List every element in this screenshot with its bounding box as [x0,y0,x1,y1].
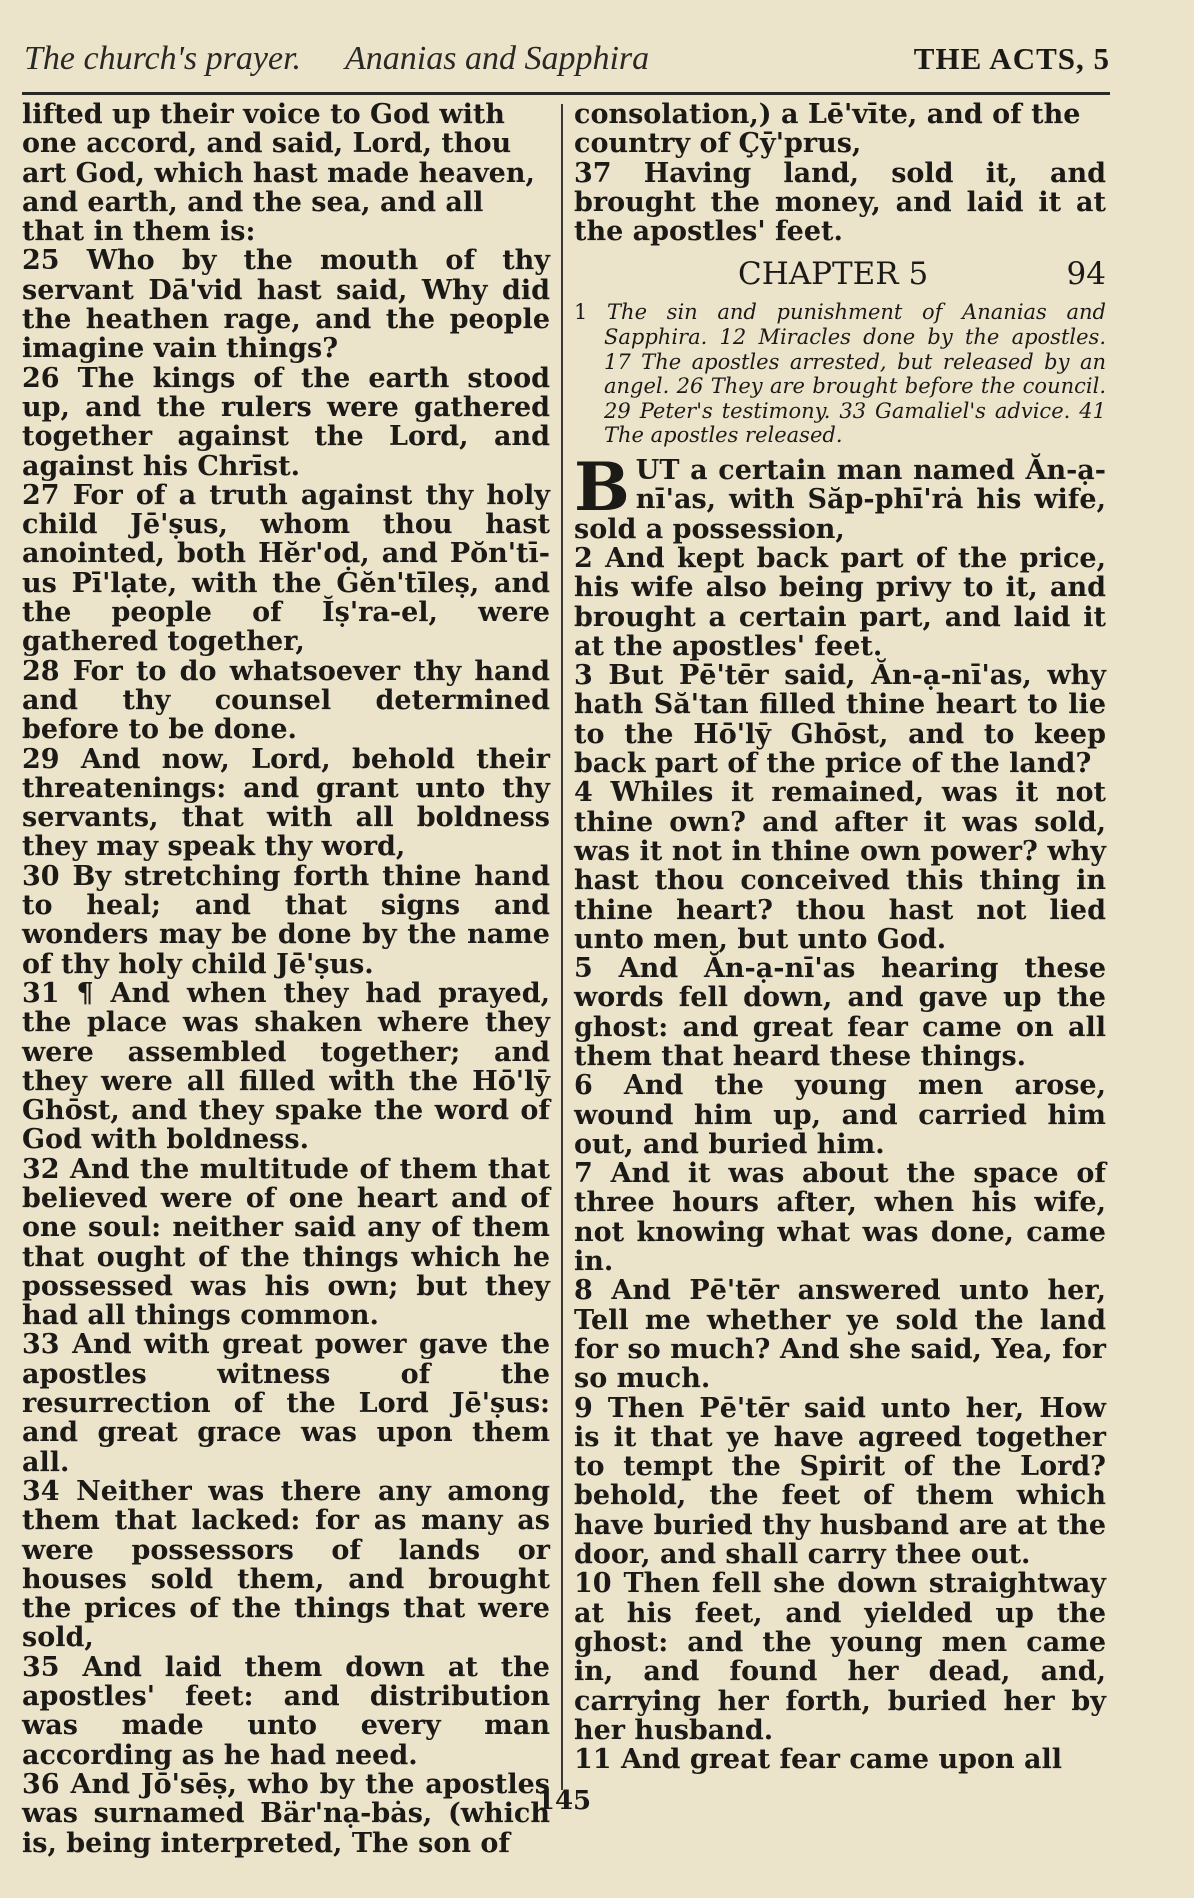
verse-1 [574,448,1106,545]
chapter-number: 94 [1066,256,1106,293]
verse-33: 33 And with great power gave the apostles witness of the resurrection of the Lord Jē'ṣus: and great grace was upon them all. [22,1329,550,1478]
verse-24-continuation: lifted up their voice to God with one accord, and said, Lord, thou art God, which hast made heaven, and earth, and the sea, and all that in them is: [22,99,535,248]
page-number: 145 [536,1786,592,1816]
chapter-heading [574,254,1106,294]
header-topics [24,40,649,78]
verse-4: 4 Whiles it remained, was it not thine own? and after it was sold, was it not in thine own power? why hast thou conceived this thing in thine heart? thou hast not lied unto men, but unto God. [574,777,1106,955]
verse-11: 11 And great fear came upon all [574,1744,1063,1776]
column-divider [561,104,563,1790]
header-rule [22,92,1110,95]
verse-9: 9 Then Pē'tēr said unto her, How is it that ye have agreed together to tempt the Spirit of the Lord? behold, the feet of them which have buried thy husband are at the door, and shall carry thee out. [574,1392,1106,1571]
verse-35: 35 And laid them down at the apostles' feet: and distribution was made unto every man according as he had need. [22,1651,550,1771]
verse-25: 25 Who by the mouth of thy servant Dā'vid hast said, Why did the heathen rage, and the people imagine vain things? [22,245,550,365]
verse-27: 27 For of a truth against thy holy child Jē'ṣus, whom thou hast anointed, both Hĕr'od, and Pŏn'tī-us Pī'lạte, with the Ġĕn'tīleṣ, and the people of Ĭṣ'ra-el, were gathered together, [22,479,550,658]
summary-number: 1 [574,300,588,325]
verse-6: 6 And the young men arose, wound him up, and carried him out, and buried him. [574,1070,1106,1160]
running-header [24,40,1110,86]
verse-5: 5 And Ăn-ạ-nī'as hearing these words fell down, and gave up the ghost: and great fear came on all them that heard these things. [574,953,1106,1072]
verse-32: 32 And the multitude of them that believed were of one heart and of one soul: neither said any of them that ought of the things which he possessed was his own; but they had all things common. [22,1153,550,1332]
verse-34: 34 Neither was there any among them that lacked: for as many as were possessors of lands or houses sold them, and brought the prices of the things that were sold, [22,1475,550,1654]
header-topic-2: Ananias and Sapphira [345,40,650,77]
verse-31: 31 ¶ And when they had prayed, the place was shaken where they were assembled together; and they were all filled with the Hō'lȳ Ghōst, and they spake the word of God with boldness. [22,977,550,1156]
verse-36: 36 And Jō'sēṣ, who by the apostles was surnamed Bär'nạ-bȧs, (which is, being interpreted, The son of [22,1768,550,1859]
verse-37: 37 Having land, sold it, and brought the money, and laid it at the apostles' feet. [574,157,1106,248]
verse-1-text: UT a certain man named Ăn-ạ-nī'as, with Săp-phī'rȧ his wife, sold a possession, [574,455,1106,545]
verse-29: 29 And now, Lord, behold their threatenings: and grant unto thy servants, that with all boldness they may speak thy word, [22,743,550,863]
header-topic-1: The church's prayer. [24,40,302,77]
verse-8: 8 And Pē'tēr answered unto her, Tell me whether ye sold the land for so much? And she said, Yea, for so much. [574,1275,1106,1395]
chapter-summary [574,300,1106,448]
verse-30: 30 By stretching forth thine hand to heal; and that signs and wonders may be done by the name of thy holy child Jē'ṣus. [22,860,550,980]
verse-3: 3 But Pē'tēr said, Ăn-ạ-nī'as, why hath Să'tan filled thine heart to lie to the Hō'lȳ Ghōst, and to keep back part of the price of the land? [574,660,1106,780]
chapter-title: CHAPTER 5 [738,256,929,293]
verse-36-continuation: consolation,) a Lē'vīte, and of the country of Çȳ'prus, [574,99,1081,160]
left-column [22,100,550,1858]
right-column [574,100,1106,1774]
verse-28: 28 For to do whatsoever thy hand and thy counsel determined before to be done. [22,655,550,746]
verse-2: 2 And kept back part of the price, his wife also being privy to it, and brought a certain part, and laid it at the apostles' feet. [574,542,1106,662]
summary-text: The sin and punishment of Ananias and Sapphira. 12 Miracles done by the apostles. 17 The apostles arrested, but released by an angel. 26 They are brought before the council. 29 Peter's testimony. 33 Gamaliel's advice. 41 The apostles released. [604,300,1106,448]
verse-26: 26 The kings of the earth stood up, and the rulers were gathered together against the Lord, and against his Chrīst. [22,362,550,482]
header-book-chapter: THE ACTS, 5 [913,41,1110,76]
verse-7: 7 And it was about the space of three hours after, when his wife, not knowing what was done, came in. [574,1158,1106,1278]
verse-10: 10 Then fell she down straightway at his feet, and yielded up the ghost: and the young men came in, and found her dead, and, carrying her forth, buried her by her husband. [574,1568,1106,1746]
drop-cap: B [574,448,630,527]
